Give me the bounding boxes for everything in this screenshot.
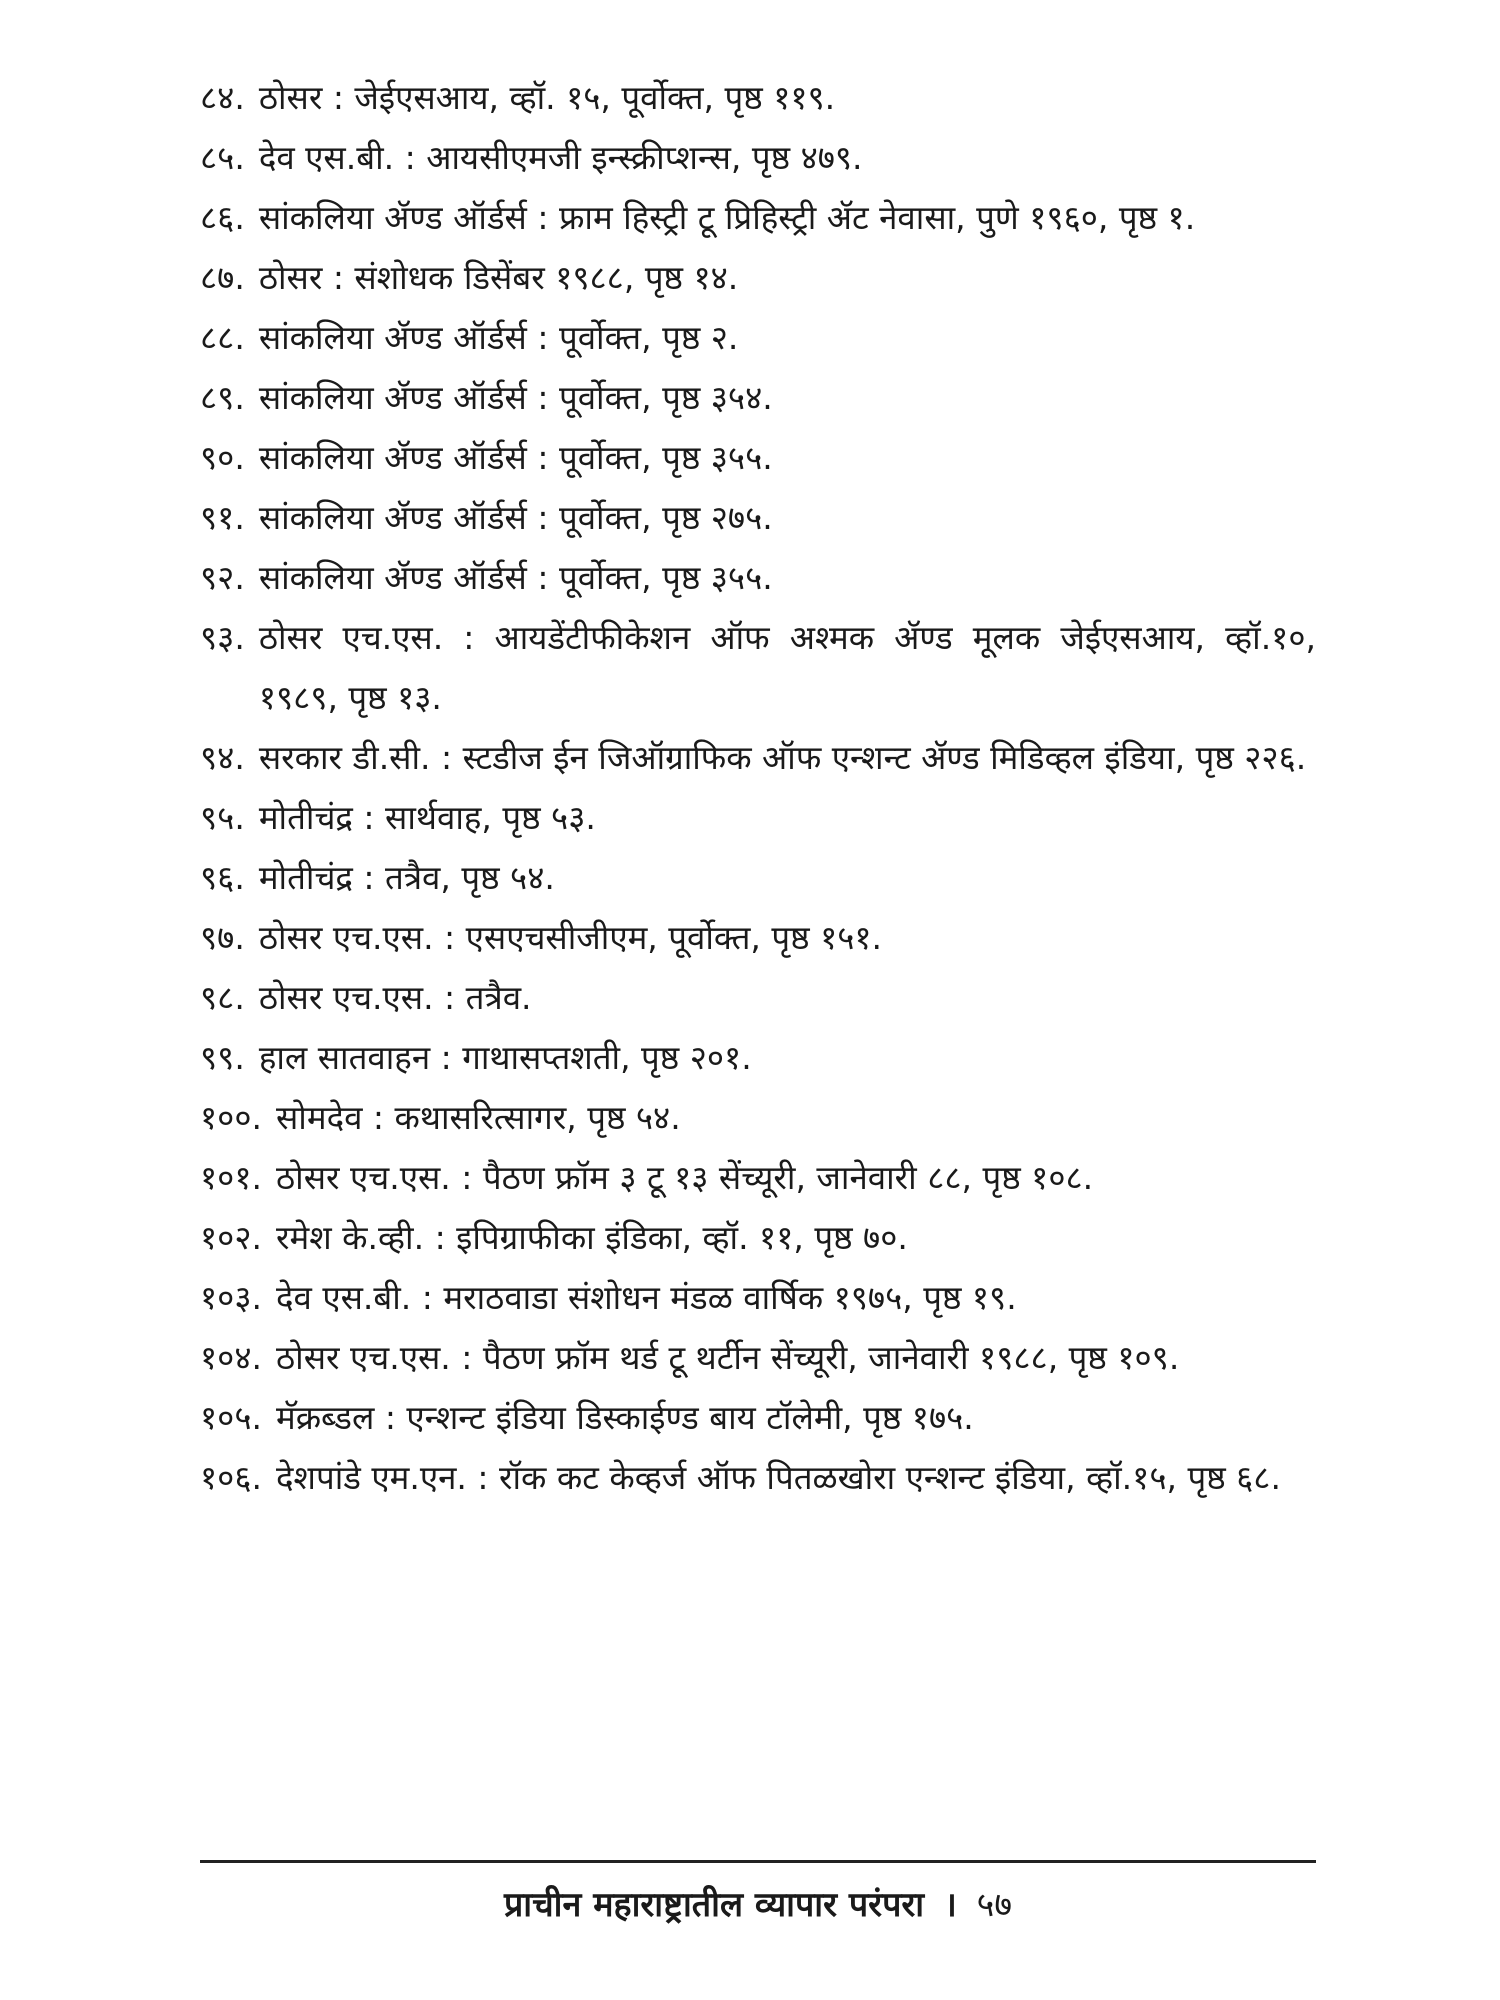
footnote-number: ८६. [200, 198, 245, 237]
footnote-list [200, 68, 1316, 1508]
footnote-item [200, 128, 1316, 188]
footnote-item [200, 248, 1316, 308]
footnote-text: देव एस.बी. : आयसीएमजी इन्स्क्रीप्शन्स, पृष्ठ ४७९. [258, 138, 863, 177]
footnote-number: ९४. [200, 738, 245, 777]
footnote-item [200, 1388, 1316, 1448]
footnote-item [200, 1328, 1316, 1388]
footnote-number: ९६. [200, 858, 245, 897]
footnote-text: ठोसर : जेईएसआय, व्हॉ. १५, पूर्वोक्त, पृष्ठ ११९. [258, 78, 836, 117]
footer-divider [200, 1860, 1316, 1863]
footnote-number: ९२. [200, 558, 245, 597]
footnote-number: ९५. [200, 798, 245, 837]
footnote-text: ठोसर एच.एस. : आयडेंटीफीकेशन ऑफ अश्मक ॲण्ड मूलक जेईएसआय, व्हॉ.१०, १९८९, पृष्ठ १३. [258, 618, 1316, 717]
footnote-number: १०१. [200, 1158, 262, 1197]
footnote-number: ८९. [200, 378, 245, 417]
footnote-number: ८४. [200, 78, 245, 117]
footnote-text: सांकलिया ॲण्ड ऑर्डर्स : पूर्वोक्त, पृष्ठ ३५४. [258, 378, 773, 417]
footnote-text: मोतीचंद्र : सार्थवाह, पृष्ठ ५३. [258, 798, 596, 837]
footer-separator: । [943, 1885, 957, 1925]
footnote-text: मोतीचंद्र : तत्रैव, पृष्ठ ५४. [258, 858, 555, 897]
footnote-item [200, 1448, 1316, 1508]
footnote-text: ठोसर : संशोधक डिसेंबर १९८८, पृष्ठ १४. [258, 258, 739, 297]
footnote-number: ९०. [200, 438, 245, 477]
footnote-text: सांकलिया ॲण्ड ऑर्डर्स : फ्राम हिस्ट्री टू प्रिहिस्ट्री ॲट नेवासा, पुणे १९६०, पृष्ठ १. [258, 198, 1196, 237]
footnote-number: ९९. [200, 1038, 245, 1077]
footnote-text: ठोसर एच.एस. : पैठण फ्रॉम थर्ड टू थर्टीन सेंच्यूरी, जानेवारी १९८८, पृष्ठ १०९. [275, 1338, 1180, 1377]
footnote-text: देशपांडे एम.एन. : रॉक कट केव्हर्ज ऑफ पितळखोरा एन्शन्ट इंडिया, व्हॉ.१५, पृष्ठ ६८. [275, 1458, 1281, 1497]
footnote-text: सांकलिया ॲण्ड ऑर्डर्स : पूर्वोक्त, पृष्ठ ३५५. [258, 558, 773, 597]
running-title: प्राचीन महाराष्ट्रातील व्यापार परंपरा [503, 1885, 925, 1925]
footnote-number: १०५. [200, 1398, 262, 1437]
footnote-item [200, 1088, 1316, 1148]
footnote-item [200, 548, 1316, 608]
footnote-number: १०३. [200, 1278, 262, 1317]
footnote-text: सांकलिया ॲण्ड ऑर्डर्स : पूर्वोक्त, पृष्ठ ३५५. [258, 438, 773, 477]
footnote-item [200, 1268, 1316, 1328]
footnote-item [200, 488, 1316, 548]
footnote-text: सरकार डी.सी. : स्टडीज ईन जिऑग्राफिक ऑफ एन्शन्ट ॲण्ड मिडिव्हल इंडिया, पृष्ठ २२६. [258, 738, 1307, 777]
footnote-number: १०४. [200, 1338, 262, 1377]
footnote-number: ८७. [200, 258, 245, 297]
footnote-item [200, 908, 1316, 968]
footnote-text: ठोसर एच.एस. : तत्रैव. [258, 978, 532, 1017]
footnote-text: ठोसर एच.एस. : पैठण फ्रॉम ३ टू १३ सेंच्यूरी, जानेवारी ८८, पृष्ठ १०८. [275, 1158, 1094, 1197]
footnote-number: ९३. [200, 618, 245, 657]
footnote-item [200, 1028, 1316, 1088]
footnote-text: ठोसर एच.एस. : एसएचसीजीएम, पूर्वोक्त, पृष्ठ १५१. [258, 918, 883, 957]
page-number: ५७ [976, 1885, 1013, 1925]
footnote-number: १०२. [200, 1218, 262, 1257]
page-footer [200, 1880, 1316, 1926]
footnote-item [200, 308, 1316, 368]
footnote-item [200, 848, 1316, 908]
footnote-number: ८५. [200, 138, 245, 177]
footnote-text: सांकलिया ॲण्ड ऑर्डर्स : पूर्वोक्त, पृष्ठ २७५. [258, 498, 773, 537]
footnote-number: ९७. [200, 918, 245, 957]
footnote-text: मॅक्रब्डल : एन्शन्ट इंडिया डिस्काईण्ड बाय टॉलेमी, पृष्ठ १७५. [275, 1398, 974, 1437]
footnote-item [200, 368, 1316, 428]
footnote-item [200, 428, 1316, 488]
footnote-number: १००. [200, 1098, 262, 1137]
footnote-text: देव एस.बी. : मराठवाडा संशोधन मंडळ वार्षिक १९७५, पृष्ठ १९. [275, 1278, 1017, 1317]
footnote-item [200, 608, 1316, 728]
footnote-text: हाल सातवाहन : गाथासप्तशती, पृष्ठ २०१. [258, 1038, 752, 1077]
footnote-text: रमेश के.व्ही. : इपिग्राफीका इंडिका, व्हॉ. ११, पृष्ठ ७०. [275, 1218, 908, 1257]
footnote-item [200, 788, 1316, 848]
footnote-text: सांकलिया ॲण्ड ऑर्डर्स : पूर्वोक्त, पृष्ठ २. [258, 318, 739, 357]
footnote-number: १०६. [200, 1458, 262, 1497]
footnote-number: ९८. [200, 978, 245, 1017]
footnote-item [200, 1148, 1316, 1208]
footnote-item [200, 968, 1316, 1028]
footnote-item [200, 728, 1316, 788]
footnote-item [200, 1208, 1316, 1268]
footnote-number: ९१. [200, 498, 245, 537]
footnote-text: सोमदेव : कथासरित्सागर, पृष्ठ ५४. [275, 1098, 681, 1137]
footnote-number: ८८. [200, 318, 245, 357]
footnote-item [200, 188, 1316, 248]
footnote-item [200, 68, 1316, 128]
